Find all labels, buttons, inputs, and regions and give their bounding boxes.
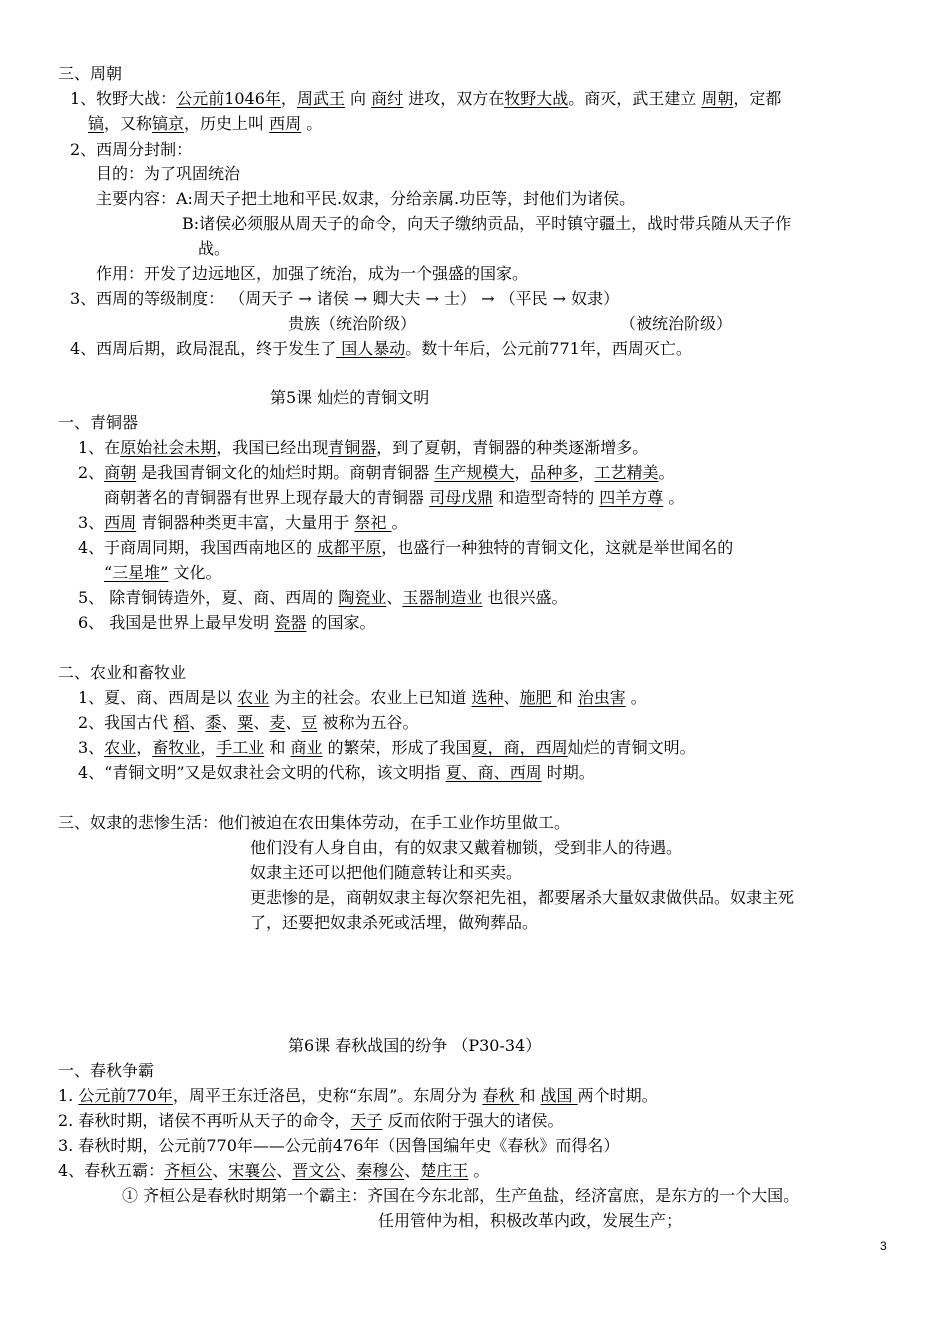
underlined-answer: 商纣	[371, 89, 404, 108]
text-line	[270, 388, 429, 408]
text-segment: 被称为五谷。	[317, 713, 419, 732]
text-segment: 2. 春秋时期，诸侯不再听从天子的命令，	[58, 1111, 351, 1130]
text-segment: 两个时期。	[577, 1086, 658, 1105]
text-segment: ，到了夏朝，青铜器的种类逐渐增多。	[376, 438, 649, 457]
text-segment: ① 齐桓公是春秋时期第一个霸主：齐国在今东北部，生产鱼盐，经济富庶，是东方的一个大国。	[122, 1186, 800, 1205]
text-line	[182, 214, 791, 234]
text-segment: 、	[404, 1161, 421, 1180]
text-segment: 作用：开发了边远地区，加强了统治，成为一个强盛的国家。	[96, 264, 529, 283]
text-segment: 、	[285, 713, 302, 732]
text-line	[78, 588, 568, 608]
text-line	[58, 413, 138, 433]
text-segment: 任用管仲为相，积极改革内政，发展生产；	[378, 1211, 683, 1230]
text-line	[378, 1211, 682, 1231]
text-segment: 1.	[58, 1086, 79, 1105]
text-segment: ，定都	[733, 89, 782, 108]
text-segment: ，也盛行一种独特的青铜文化，这就是举世闻名的	[381, 538, 734, 557]
text-segment: 反而依附于强大的诸侯。	[382, 1111, 564, 1130]
text-line	[288, 1036, 541, 1056]
underlined-answer: 牧野大战	[504, 89, 569, 108]
text-segment: 、	[340, 1161, 357, 1180]
text-segment: （被统治阶级）	[620, 314, 733, 333]
text-segment: 也很兴盛。	[482, 588, 568, 607]
text-segment: 、	[221, 713, 238, 732]
text-segment: 1、牧野大战：	[70, 89, 177, 108]
text-segment: 2、我国古代	[78, 713, 174, 732]
underlined-answer: 天子	[350, 1111, 383, 1130]
underlined-answer: 玉器制造业	[402, 588, 483, 607]
underlined-answer: 宋襄公	[228, 1161, 277, 1180]
text-segment: ，又称	[104, 114, 153, 133]
text-segment: 。	[391, 513, 408, 532]
underlined-answer: 商业	[290, 738, 323, 757]
text-line	[70, 289, 619, 309]
text-segment: 2、	[78, 463, 105, 482]
text-line	[250, 838, 682, 858]
underlined-answer: 手工业	[216, 738, 265, 757]
underlined-answer: 西周	[269, 114, 302, 133]
text-segment: 6、 我国是世界上最早发明	[78, 613, 275, 632]
text-line	[250, 863, 522, 883]
underlined-answer: 瓷器	[274, 613, 307, 632]
text-segment: 奴隶主还可以把他们随意转让和买卖。	[250, 863, 523, 882]
text-segment: 进攻，双方在	[403, 89, 505, 108]
underlined-answer: 选种	[471, 688, 504, 707]
underlined-answer: 公元前1046年	[176, 89, 281, 108]
text-segment: 1、在	[78, 438, 121, 457]
underlined-answer: 农业	[237, 688, 270, 707]
text-segment: 战。	[198, 239, 231, 258]
text-segment: 商朝著名的青铜器有世界上现存最大的青铜器	[104, 488, 430, 507]
underlined-answer: 祭祀	[354, 513, 392, 532]
text-segment: ，	[578, 463, 595, 482]
text-line	[70, 140, 192, 160]
underlined-answer: 镐	[88, 114, 105, 133]
text-segment: ，我国已经出现	[216, 438, 329, 457]
underlined-answer: 治虫害	[577, 688, 626, 707]
text-segment: 和	[519, 1086, 541, 1105]
text-segment: 。	[625, 688, 647, 707]
text-segment: 三、奴隶的悲惨生活：他们被迫在农田集体劳动，在手工业作坊里做工。	[58, 813, 571, 832]
underlined-answer: 黍	[205, 713, 222, 732]
underlined-answer: 生产规模大	[434, 463, 515, 482]
underlined-answer: 镐京	[152, 114, 185, 133]
underlined-answer: 粟	[237, 713, 254, 732]
underlined-answer: 农业	[104, 738, 137, 757]
text-segment: 。	[658, 463, 675, 482]
text-segment: 。商灭，武王建立	[568, 89, 702, 108]
underlined-answer: 畜牧业	[152, 738, 201, 757]
underlined-answer: 周朝	[701, 89, 734, 108]
text-line	[78, 463, 674, 483]
text-segment: 他们没有人身自由，有的奴隶又戴着枷锁，受到非人的待遇。	[250, 838, 683, 857]
text-segment: 、	[503, 688, 520, 707]
underlined-answer: 工艺精美	[594, 463, 659, 482]
text-segment: ，历史上叫	[184, 114, 270, 133]
text-line	[78, 738, 696, 758]
underlined-answer: 成都平原	[317, 538, 382, 557]
text-segment: ，周平王东迁洛邑，史称“东周”。东周分为	[172, 1086, 483, 1105]
text-segment: 了，还要把奴隶杀死或活埋，做殉葬品。	[250, 913, 539, 932]
text-line	[122, 1186, 799, 1206]
text-segment: 第5课 灿烂的青铜文明	[270, 388, 430, 407]
text-segment: 的繁荣，形成了我国	[322, 738, 472, 757]
text-line	[620, 314, 732, 334]
underlined-answer: 国人暴动	[336, 339, 406, 358]
text-segment: 4、春秋五霸：	[58, 1161, 165, 1180]
text-line	[96, 264, 528, 284]
text-segment: 和	[556, 688, 578, 707]
text-segment: 3、	[78, 513, 105, 532]
text-line	[250, 888, 794, 908]
underlined-answer: 青铜器	[328, 438, 377, 457]
text-segment: 3. 春秋时期，公元前770年——公元前476年（因鲁国编年史《春秋》而得名）	[58, 1136, 620, 1155]
text-line	[58, 1161, 489, 1181]
text-line	[104, 488, 684, 508]
text-line	[104, 563, 221, 583]
text-line	[78, 513, 408, 533]
underlined-answer: 司母戊鼎	[429, 488, 494, 507]
text-segment: 青铜器种类更丰富，大量用于	[136, 513, 355, 532]
text-segment: 2、西周分封制：	[70, 140, 193, 159]
text-line	[58, 1061, 154, 1081]
underlined-answer: 施肥	[519, 688, 557, 707]
underlined-answer: 周武王	[296, 89, 345, 108]
text-segment: 。数十年后，公元前771年，西周灭亡。	[405, 339, 692, 358]
text-line	[58, 64, 122, 84]
text-line	[58, 663, 186, 683]
underlined-answer: “三星堆”	[104, 563, 169, 582]
text-segment: 。	[663, 488, 685, 507]
text-line	[78, 438, 648, 458]
text-line	[58, 1111, 563, 1131]
text-segment: ，	[514, 463, 531, 482]
text-segment: 、	[212, 1161, 229, 1180]
underlined-answer: 春秋	[482, 1086, 520, 1105]
underlined-answer: 楚庄王	[420, 1161, 469, 1180]
text-segment: 。	[301, 114, 323, 133]
text-line	[96, 189, 635, 209]
text-line	[88, 114, 322, 134]
text-segment: 第6课 春秋战国的纷争 （P30-34）	[288, 1036, 542, 1055]
text-line	[96, 164, 240, 184]
underlined-answer: 品种多	[530, 463, 579, 482]
text-segment: 向	[344, 89, 372, 108]
text-segment: 、	[253, 713, 270, 732]
underlined-answer: 公元前770年	[78, 1086, 173, 1105]
text-line	[78, 688, 647, 708]
text-segment: 5、 除青铜铸造外，夏、商、西周的	[78, 588, 339, 607]
text-segment: 时期。	[541, 763, 595, 782]
text-segment: 4、“青铜文明”又是奴隶社会文明的代称，该文明指	[78, 763, 446, 782]
underlined-answer: 原始社会未期	[120, 438, 217, 457]
text-line	[78, 763, 595, 783]
text-segment: 。	[468, 1161, 490, 1180]
text-line	[288, 314, 416, 334]
underlined-answer: 齐桓公	[164, 1161, 213, 1180]
underlined-answer: 陶瓷业	[338, 588, 387, 607]
text-segment: 的国家。	[306, 613, 376, 632]
text-line	[70, 89, 781, 109]
underlined-answer: 稻	[173, 713, 190, 732]
underlined-answer: 西周	[104, 513, 137, 532]
text-segment: 贵族（统治阶级）	[288, 314, 417, 333]
text-segment: 是我国青铜文化的灿烂时期。商朝青铜器	[136, 463, 435, 482]
underlined-answer: 夏，商，西周	[471, 738, 568, 757]
text-line	[198, 239, 230, 259]
text-segment: 目的：为了巩固统治	[96, 164, 241, 183]
text-line	[250, 913, 538, 933]
text-line	[78, 613, 375, 633]
text-segment: 灿烂的青铜文明。	[567, 738, 696, 757]
text-segment: 4、西周后期，政局混乱，终于发生了	[70, 339, 337, 358]
underlined-answer: 秦穆公	[356, 1161, 405, 1180]
text-segment: 更悲惨的是，商朝奴隶主每次祭祀先祖，都要屠杀大量奴隶做供品。奴隶主死	[250, 888, 795, 907]
text-line	[58, 813, 570, 833]
underlined-answer: 麦	[269, 713, 286, 732]
text-segment: ，	[200, 738, 217, 757]
underlined-answer: 豆	[301, 713, 318, 732]
text-segment: 、	[386, 588, 403, 607]
text-segment: 1、夏、商、西周是以	[78, 688, 238, 707]
text-segment: 文化。	[168, 563, 222, 582]
text-segment: 3、西周的等级制度： （周天子 → 诸侯 → 卿大夫 → 士） → （平民 → 奴隶）	[70, 289, 620, 308]
text-segment: 、	[189, 713, 206, 732]
underlined-answer: 商朝	[104, 463, 137, 482]
text-segment: 一、青铜器	[58, 413, 139, 432]
text-segment: 、	[276, 1161, 293, 1180]
text-segment: 4、于商周同期，我国西南地区的	[78, 538, 318, 557]
text-segment: ，	[136, 738, 153, 757]
text-segment: 3、	[78, 738, 105, 757]
text-segment: 一、春秋争霸	[58, 1061, 155, 1080]
text-segment: ，	[280, 89, 297, 108]
underlined-answer: 四羊方尊	[599, 488, 664, 507]
text-segment: B:诸侯必须服从周天子的命令，向天子缴纳贡品，平时镇守疆土，战时带兵随从天子作	[182, 214, 792, 233]
text-line	[78, 538, 733, 558]
text-segment: 和造型奇特的	[493, 488, 600, 507]
page-number: 3	[880, 1239, 887, 1253]
text-segment: 主要内容：A:周天子把土地和平民.奴隶，分给亲属.功臣等，封他们为诸侯。	[96, 189, 636, 208]
text-line	[58, 1086, 658, 1106]
underlined-answer: 战国	[540, 1086, 578, 1105]
text-line	[78, 713, 419, 733]
text-segment: 二、农业和畜牧业	[58, 663, 187, 682]
text-segment: 为主的社会。农业上已知道	[269, 688, 472, 707]
text-line	[58, 1136, 619, 1156]
underlined-answer: 夏、商、西周	[445, 763, 542, 782]
text-segment: 和	[264, 738, 291, 757]
text-line	[70, 339, 692, 359]
underlined-answer: 晋文公	[292, 1161, 341, 1180]
text-segment: 三、周朝	[58, 64, 123, 83]
